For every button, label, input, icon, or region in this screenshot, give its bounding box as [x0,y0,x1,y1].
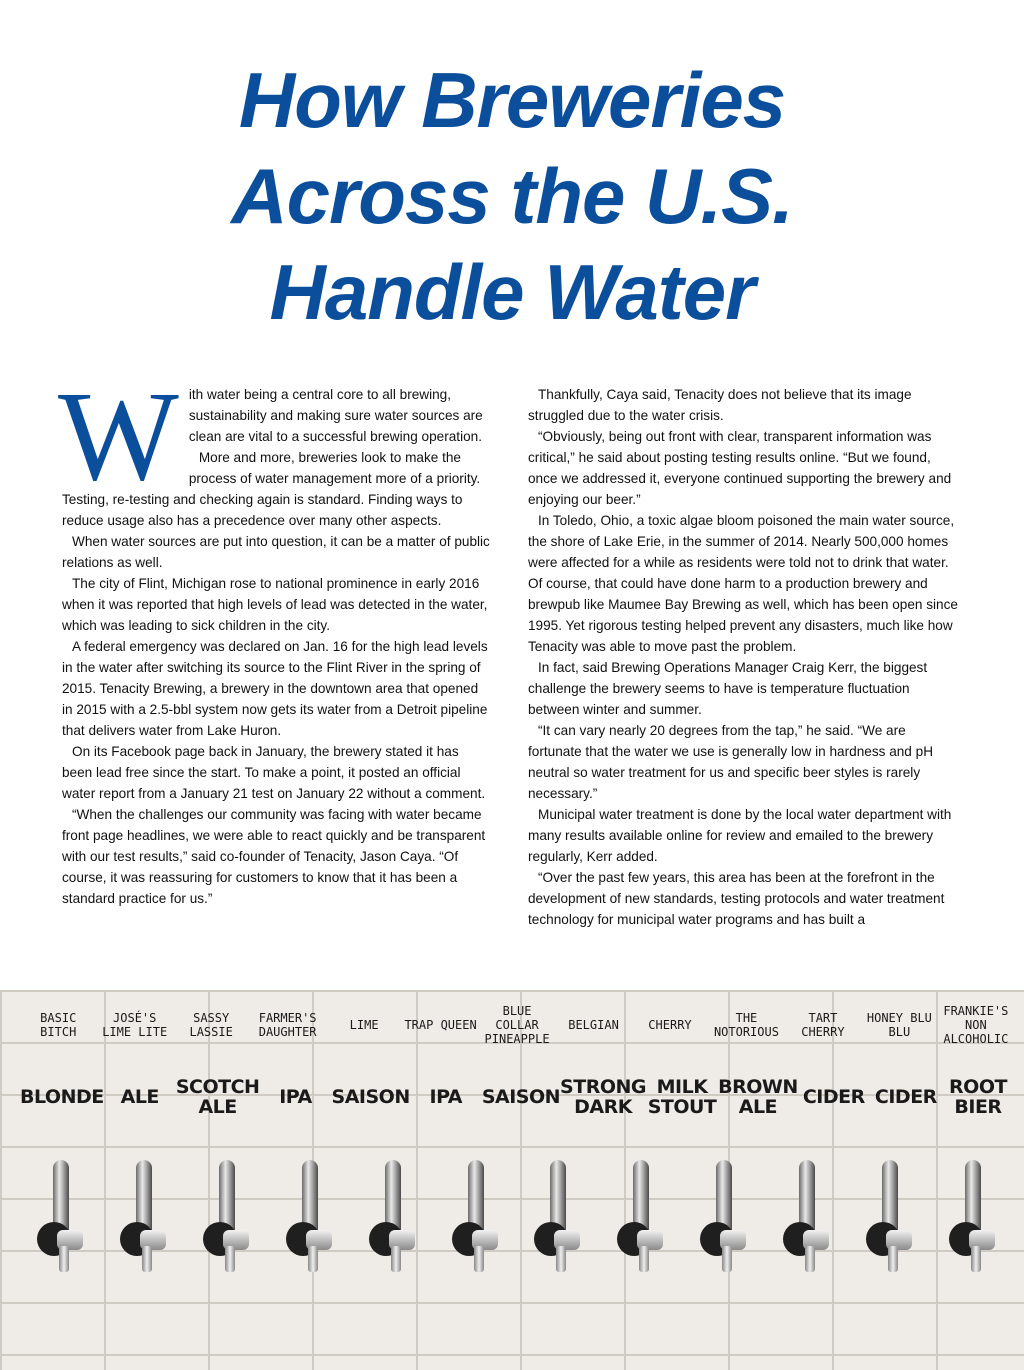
beer-name: SASSY LASSIE [189,1011,233,1039]
beer-name: BLUE COLLAR PINEAPPLE [484,1004,550,1046]
beer-style-row [20,1064,1014,1130]
beer-name: BELGIAN [568,1018,619,1032]
beer-tap [20,1160,103,1280]
article-column-left [58,365,492,909]
beer-tap [351,1160,434,1280]
paragraph: “When the challenges our community was facing with water became front page headlines, we were able to react quickly and be transparent with our test results,” said co-founder of Tenacity, Jason Caya. “Of course, it was reassuring for customers to know that it has been a standard practice for us.” [62,807,486,906]
beer-name: THE NOTORIOUS [713,1011,779,1039]
beer-tap [517,1160,600,1280]
beer-name: BASIC BITCH [40,1011,77,1039]
beer-style: STRONG DARK [560,1076,646,1118]
beer-name: TART CHERRY [801,1011,845,1039]
beer-name: JOSÉ'S LIME LITE [102,1011,168,1039]
beer-style: BLONDE [20,1086,104,1108]
beer-tap [765,1160,848,1280]
beer-style: CIDER [802,1086,865,1108]
beer-style: SAISON [331,1086,410,1108]
beer-style: BROWN ALE [718,1076,798,1118]
drop-cap: W [58,365,179,507]
beer-tap [186,1160,269,1280]
beer-style: SAISON [481,1086,561,1108]
headline-line-2: Across the U.S. [231,152,793,240]
beer-tap [683,1160,766,1280]
beer-style: ROOT BIER [949,1076,1007,1118]
tap-handles [20,1160,1014,1280]
beer-name: FRANKIE'S NON ALCOHOLIC [943,1004,1009,1046]
beer-name: LIME [349,1018,379,1032]
beer-name: HONEY BLU BLU [866,1011,932,1039]
headline-line-3: Handle Water [269,248,755,336]
paragraph: “It can vary nearly 20 degrees from the tap,” he said. “We are fortunate that the water we use is generally low in hardness and pH neutral so water treatment for us and specific beer styles is rarely necessary.” [528,723,934,801]
paragraph: A federal emergency was declared on Jan. 16 for the high lead levels in the water after switching its source to the Flint River in the spring of 2015. Tenacity Brewing, a brewery in the downtown area that opened in 2015 with a 2.5-bbl system now gets its water from a Detroit pipeline that delivers water from Lake Huron. [62,639,488,738]
paragraph: “Over the past few years, this area has been at the forefront in the development of new standards, testing protocols and water treatment technology for municipal water programs and has built a [528,870,945,927]
beer-style: ALE [120,1086,159,1108]
beer-tap [434,1160,517,1280]
paragraph: When water sources are put into question, it can be a matter of public relations as well. [62,534,490,570]
beer-style: IPA [429,1086,463,1108]
beer-style: IPA [279,1086,312,1108]
headline-line-1: How Breweries [238,56,786,144]
paragraph: “Obviously, being out front with clear, transparent information was critical,” he said about posting testing results online. “But we found, once we addressed it, everyone continued supporting the brewery and enjoying our beer.” [528,429,952,507]
beer-name: CHERRY [648,1018,692,1032]
article-column-right [528,384,962,930]
beer-name: FARMER'S DAUGHTER [258,1011,317,1039]
paragraph: The city of Flint, Michigan rose to national prominence in early 2016 when it was reported that high levels of lead was detected in the water, which was leading to sick children in the city. [62,576,488,633]
paragraph: Thankfully, Caya said, Tenacity does not believe that its image struggled due to the water crisis. [528,387,912,423]
beer-style: SCOTCH ALE [175,1076,260,1118]
paragraph: On its Facebook page back in January, the brewery stated it has been lead free since the start. To make a point, it posted an official water report from a January 21 test on January 22 without a comment. [62,744,486,801]
paragraph: ith water being a central core to all brewing, sustainability and making sure water sources are clean are vital to a successful brewing operation. [188,387,483,444]
beer-tap [848,1160,931,1280]
paragraph: Municipal water treatment is done by the local water department with many results available online for review and emailed to the brewery regularly, Kerr added. [528,807,952,864]
beer-tap [103,1160,186,1280]
paragraph: In fact, said Brewing Operations Manager Craig Kerr, the biggest challenge the brewery seems to have is temperature fluctuation between winter and summer. [528,660,928,717]
paragraph: More and more, breweries look to make the process of water management more of a priority. Testing, re-testing and checking again is standard. Finding ways to reduce usage also has a precedence over many other aspects. [62,450,481,528]
article-headline [0,52,1024,340]
beer-tap [931,1160,1014,1280]
paragraph: In Toledo, Ohio, a toxic algae bloom poisoned the main water source, the shore of Lake Erie, in the summer of 2014. Nearly 500,000 homes were affected for a while as residents were told not to drink that water. Of course, that could have done harm to a production brewery and brewpub like Maumee Bay Brewing as well, which has been open since 1995. Yet rigorous testing helped prevent any disasters, much like how Tenacity was able to move past the problem. [528,513,958,654]
tap-wall-photo [0,990,1024,1370]
beer-tap [268,1160,351,1280]
beer-tap [600,1160,683,1280]
beer-style: MILK STOUT [647,1076,717,1118]
beer-style: CIDER [874,1086,937,1108]
beer-name: TRAP QUEEN [404,1018,477,1032]
beer-name-row [20,992,1014,1058]
